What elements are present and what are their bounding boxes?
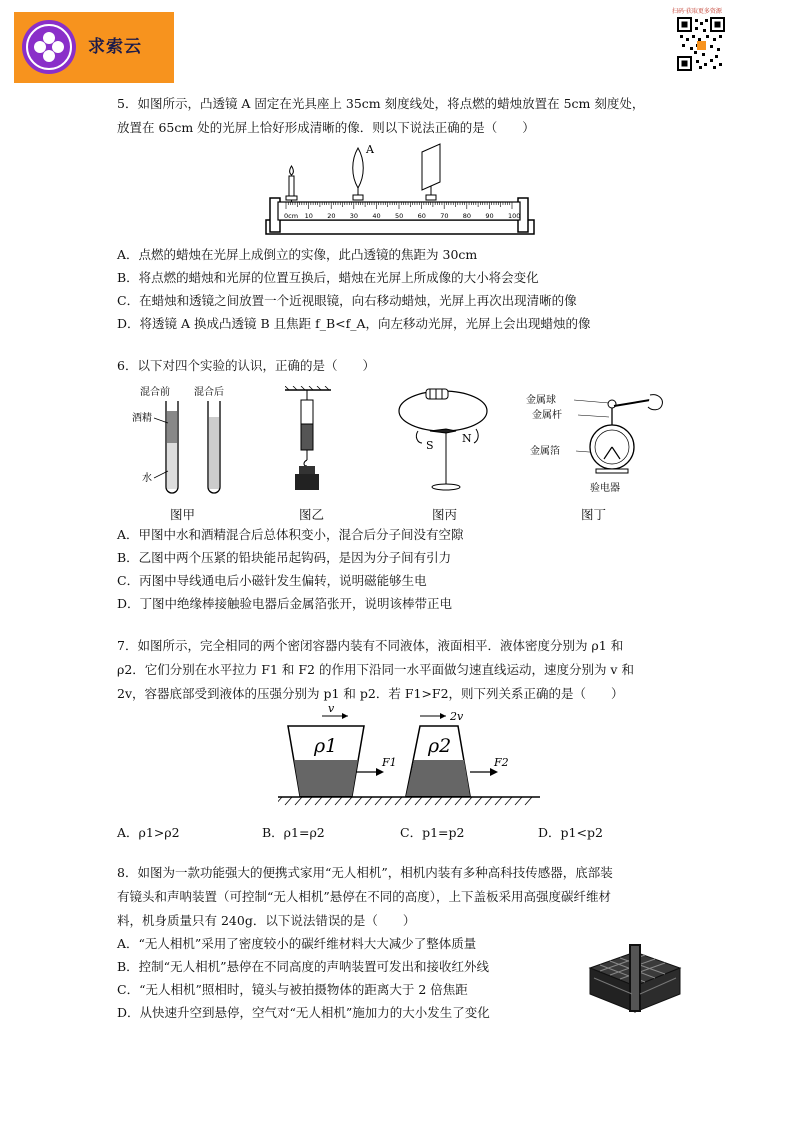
- q7-option-b[interactable]: B．ρ1=ρ2: [262, 825, 325, 840]
- lens-label: A: [366, 143, 374, 156]
- brand-name: 求索云: [88, 37, 142, 57]
- q6-figure-ding: [526, 393, 666, 499]
- q8-option-c[interactable]: C．“无人相机”照相时，镜头与被拍摄物体的距离大于 2 倍焦距: [117, 982, 468, 997]
- bench-tick-label: 100: [508, 212, 521, 220]
- q6-caption-jia: 图甲: [170, 507, 196, 522]
- q8-option-a[interactable]: A．“无人相机”采用了密度较小的碳纤维材料大大减少了整体质量: [117, 936, 477, 951]
- q6-option-a[interactable]: A．甲图中水和酒精混合后总体积变小，混合后分子间没有空隙: [117, 527, 464, 542]
- label-north-pole: N: [462, 432, 472, 445]
- qr-caption: 扫码·获取更多资源: [672, 8, 722, 15]
- q5-optical-bench-figure: [262, 140, 538, 240]
- q5-option-c[interactable]: C．在蜡烛和透镜之间放置一个近视眼镜，向右移动蜡烛，光屏上再次出现清晰的像: [117, 293, 577, 308]
- convex-lens-icon: [353, 148, 364, 200]
- brand-logo-icon: [22, 20, 76, 74]
- q7-option-d[interactable]: D．p1<p2: [538, 825, 603, 840]
- bench-tick-label: 70: [440, 212, 449, 220]
- q6-stem: 6．以下对四个实验的认识，正确的是（ ）: [117, 358, 375, 373]
- bench-tick-label: 0cm: [284, 212, 299, 220]
- q8-drone-camera-photo: [580, 938, 690, 1022]
- bench-tick-label: 50: [395, 212, 404, 220]
- q8-stem-line-1: 8．如图为一款功能强大的便携式家用“无人相机”，相机内装有多种高科技传感器，底部装: [117, 865, 613, 880]
- label-alcohol: 酒精: [132, 413, 152, 424]
- q5-option-d[interactable]: D．将透镜 A 换成凸透镜 B 且焦距 f_B<f_A，向左移动光屏，光屏上会出现蜡烛的像: [117, 316, 591, 331]
- q6-figure-jia: [132, 383, 232, 503]
- q6-caption-yi: 图乙: [299, 507, 325, 522]
- q7-option-c[interactable]: C．p1=p2: [400, 825, 465, 840]
- label-water: 水: [142, 473, 152, 484]
- q5-stem-line-2: 放置在 65cm 处的光屏上恰好形成清晰的像．则以下说法正确的是（ ）: [117, 120, 535, 135]
- label-rho1: ρ1: [314, 735, 338, 757]
- q6-option-b[interactable]: B．乙图中两个压紧的铅块能吊起钩码，是因为分子间有引力: [117, 550, 452, 565]
- q6-caption-ding: 图丁: [581, 507, 607, 522]
- label-south-pole: S: [426, 439, 434, 452]
- label-rho2: ρ2: [428, 735, 452, 757]
- label-metal-rod: 金属杆: [532, 410, 562, 421]
- q6-figure-yi: [285, 386, 335, 498]
- bench-tick-label: 40: [372, 212, 381, 220]
- label-f2: F2: [494, 756, 509, 769]
- label-v1: v: [328, 704, 335, 715]
- light-screen-icon: [422, 144, 440, 200]
- q8-option-b[interactable]: B．控制“无人相机”悬停在不同高度的声呐装置可发出和接收红外线: [117, 959, 489, 974]
- q6-option-d[interactable]: D．丁图中绝缘棒接触验电器后金属箔张开，说明该棒带正电: [117, 596, 453, 611]
- q8-stem-line-2: 有镜头和声呐装置（可控制“无人相机”悬停在不同的高度），上下盖板采用高强度碳纤维材: [117, 889, 612, 904]
- q7-option-a[interactable]: A．ρ1>ρ2: [117, 825, 180, 840]
- bench-tick-label: 90: [485, 212, 494, 220]
- bench-tick-label: 10: [304, 212, 313, 220]
- qr-code-icon[interactable]: [677, 17, 725, 71]
- q7-stem-line-3: 2v，容器底部受到液体的压强分别为 p1 和 p2．若 F1>F2，则下列关系正确的是（ ）: [117, 686, 624, 701]
- q7-stem-line-2: ρ2．它们分别在水平拉力 F1 和 F2 的作用下沿同一水平面做匀速直线运动，速度分别为 v 和: [117, 662, 634, 677]
- label-v2: 2v: [450, 710, 464, 723]
- q8-stem-line-3: 料，机身质量只有 240g．以下说法错误的是（ ）: [117, 913, 416, 928]
- q5-option-b[interactable]: B．将点燃的蜡烛和光屏的位置互换后，蜡烛在光屏上所成像的大小将会变化: [117, 270, 539, 285]
- bench-tick-label: 80: [462, 212, 472, 220]
- label-after-mixing: 混合后: [194, 387, 224, 398]
- label-electroscope: 验电器: [590, 483, 620, 494]
- label-f1: F1: [382, 756, 397, 769]
- q6-figure-bing: [396, 385, 496, 497]
- q5-stem-line-1: 5．如图所示，凸透镜 A 固定在光具座上 35cm 刻度线处，将点燃的蜡烛放置在 5cm 刻度处，: [117, 96, 645, 111]
- label-metal-foil: 金属箔: [530, 446, 560, 457]
- bench-tick-label: 30: [349, 212, 359, 220]
- candle-icon: [286, 166, 297, 202]
- q5-option-a[interactable]: A．点燃的蜡烛在光屏上成倒立的实像，此凸透镜的焦距为 30cm: [117, 247, 478, 262]
- q7-stem-line-1: 7．如图所示，完全相同的两个密闭容器内装有不同液体，液面相平．液体密度分别为 ρ1 和: [117, 638, 624, 653]
- label-before-mixing: 混合前: [140, 387, 170, 398]
- q6-caption-bing: 图丙: [432, 507, 458, 522]
- bench-tick-label: 20: [327, 212, 336, 220]
- label-metal-ball: 金属球: [526, 395, 556, 406]
- q7-containers-figure: [278, 704, 540, 816]
- q6-option-c[interactable]: C．丙图中导线通电后小磁针发生偏转，说明磁能够生电: [117, 573, 427, 588]
- bench-tick-label: 60: [417, 212, 426, 220]
- q8-option-d[interactable]: D．从快速升空到悬停，空气对“无人相机”施加力的大小发生了变化: [117, 1005, 490, 1020]
